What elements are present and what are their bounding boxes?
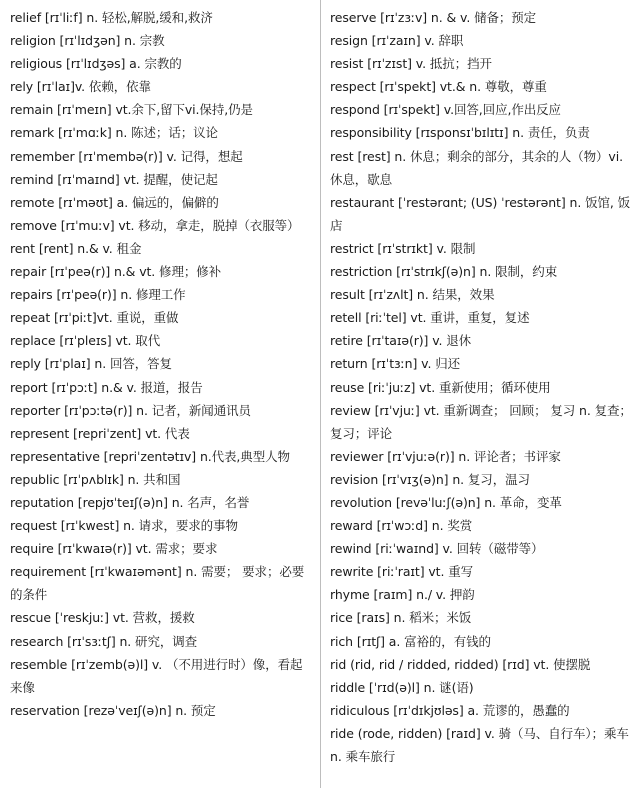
vocab-entry: remove [rɪˈmuːv] vt. 移动，拿走，脱掉（衣服等）	[10, 217, 300, 233]
vocab-entry: resemble [rɪˈzemb(ə)l] v. （不用进行时）像，看起来像	[10, 656, 303, 695]
vocab-entry: rescue [ˈreskjuː] vt. 营救，援救	[10, 610, 195, 626]
vocab-entry: revision [rɪˈvɪʒ(ə)n] n. 复习，温习	[330, 471, 530, 487]
vocab-entry: rent [rent] n.& v. 租金	[10, 240, 142, 256]
vocab-entry: remark [rɪˈmɑːk] n. 陈述；话；议论	[10, 125, 218, 141]
vocab-entry: reservation [rezəˈveɪʃ(ə)n] n. 预定	[10, 702, 216, 718]
vocab-entry: research [rɪˈsɜːtʃ] n. 研究，调查	[10, 633, 198, 649]
vocab-entry: replace [rɪˈpleɪs] vt. 取代	[10, 333, 161, 349]
vocab-entry: resist [rɪˈzɪst] v. 抵抗；挡开	[330, 56, 492, 72]
vocab-entry: religious [rɪˈlɪdʒəs] a. 宗教的	[10, 56, 182, 72]
vocab-entry: require [rɪˈkwaɪə(r)] vt. 需求；要求	[10, 541, 218, 557]
vocab-entry: retell [riːˈtel] vt. 重讲，重复，复述	[330, 310, 530, 326]
vocab-entry: reputation [repjʊˈteɪʃ(ə)n] n. 名声，名誉	[10, 494, 250, 510]
vocab-entry: rest [rest] n. 休息；剩余的部分，其余的人（物）vi. 休息，歇息	[330, 148, 623, 187]
vocab-entry: return [rɪˈtɜːn] v. 归还	[330, 356, 460, 372]
vocab-entry: result [rɪˈzʌlt] n. 结果，效果	[330, 287, 495, 303]
vocab-entry: remind [rɪˈmaɪnd] vt. 提醒，使记起	[10, 171, 218, 187]
vocab-entry: reviewer [rɪˈvjuːə(r)] n. 评论者；书评家	[330, 448, 561, 464]
vocab-entry: resign [rɪˈzaɪn] v. 辞职	[330, 33, 464, 49]
vocab-entry: remain [rɪˈmeɪn] vt.余下,留下vi.保持,仍是	[10, 102, 253, 118]
vocab-entry: rewind [riːˈwaɪnd] v. 回转（磁带等）	[330, 541, 544, 557]
vocab-entry: republic [rɪˈpʌblɪk] n. 共和国	[10, 471, 181, 487]
left-column	[10, 6, 310, 788]
vocab-entry: reward [rɪˈwɔːd] n. 奖赏	[330, 518, 473, 534]
right-column	[330, 6, 632, 788]
vocab-entry: request [rɪˈkwest] n. 请求，要求的事物	[10, 518, 238, 534]
vocab-entry: rhyme [raɪm] n./ v. 押韵	[330, 587, 475, 603]
vocab-entry: ride (rode, ridden) [raɪd] v. 骑（马、自行车）；乘车 n. 乘车旅行	[330, 725, 629, 764]
vocab-entry: rely [rɪˈlaɪ]v. 依赖，依靠	[10, 79, 151, 95]
vocab-entry: review [rɪˈvjuː] vt. 重新调查； 回顾； 复习 n. 复查；复习；评论	[330, 402, 632, 441]
vocab-entry: repeat [rɪˈpiːt]vt. 重说，重做	[10, 310, 179, 326]
vocab-entry: rid (rid, rid / ridded, ridded) [rɪd] vt. 使摆脱	[330, 656, 591, 672]
vocab-entry: repair [rɪˈpeə(r)] n.& vt. 修理；修补	[10, 264, 222, 280]
vocab-entry: religion [rɪˈlɪdʒən] n. 宗教	[10, 33, 165, 49]
vocab-entry: respond [rɪˈspekt] v.回答,回应,作出反应	[330, 102, 561, 118]
vocab-entry: represent [repriˈzent] vt. 代表	[10, 425, 190, 441]
vocab-entry: remote [rɪˈməʊt] a. 偏远的，偏僻的	[10, 194, 219, 210]
vocab-entry: reserve [rɪˈzɜːv] n. & v. 储备；预定	[330, 10, 537, 25]
vocab-entry: responsibility [rɪsponsɪˈbɪlɪtɪ] n. 责任，负责	[330, 125, 590, 141]
vocab-entry: ridiculous [rɪˈdɪkjʊləs] a. 荒谬的，愚蠢的	[330, 702, 570, 718]
vocab-entry: repairs [rɪˈpeə(r)] n. 修理工作	[10, 287, 186, 303]
vocab-entry: rice [raɪs] n. 稻米；米饭	[330, 610, 472, 626]
vocab-entry: restriction [rɪˈstrɪkʃ(ə)n] n. 限制，约束	[330, 264, 558, 280]
vocab-entry: respect [rɪˈspekt] vt.& n. 尊敬，尊重	[330, 79, 547, 95]
vocab-entry: report [rɪˈpɔːt] n.& v. 报道，报告	[10, 379, 203, 395]
vocab-entry: restaurant [ˈrestərɑnt; (US) ˈrestərənt] n. 饭馆, 饭店	[330, 194, 631, 233]
vocab-entry: riddle [ˈrɪd(ə)l] n. 谜(语)	[330, 679, 474, 695]
column-divider	[320, 0, 321, 788]
vocab-entry: revolution [revəˈluːʃ(ə)n] n. 革命，变革	[330, 494, 562, 510]
vocab-entry: retire [rɪˈtaɪə(r)] v. 退休	[330, 333, 472, 349]
vocab-entry: rich [rɪtʃ] a. 富裕的，有钱的	[330, 633, 491, 649]
vocab-entry: reporter [rɪˈpɔːtə(r)] n. 记者，新闻通讯员	[10, 402, 251, 418]
vocab-entry: representative [repriˈzentətɪv] n.代表,典型人物	[10, 448, 290, 464]
vocab-entry: reply [rɪˈplaɪ] n. 回答，答复	[10, 356, 172, 372]
vocab-entry: relief [rɪˈliːf] n. 轻松,解脱,缓和,救济	[10, 10, 213, 25]
vocab-entry: requirement [rɪˈkwaɪəmənt] n. 需要； 要求；必要的条件	[10, 564, 305, 603]
vocab-entry: reuse [riːˈjuːz] vt. 重新使用；循环使用	[330, 379, 551, 395]
vocab-entry: restrict [rɪˈstrɪkt] v. 限制	[330, 240, 476, 256]
vocab-entry: rewrite [riːˈraɪt] vt. 重写	[330, 564, 474, 580]
vocab-entry: remember [rɪˈmembə(r)] v. 记得，想起	[10, 148, 243, 164]
